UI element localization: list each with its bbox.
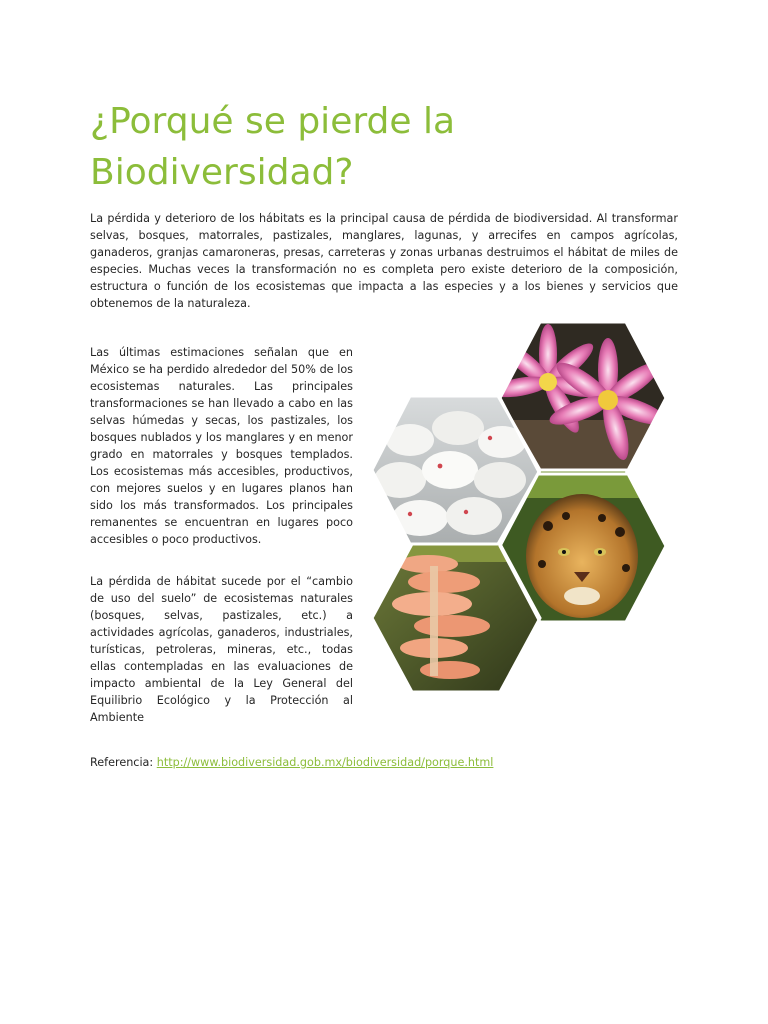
- intro-paragraph: La pérdida y deterioro de los hábitats es la principal causa de pérdida de biodiversidad. Al transformar selvas, bosques, matorrales, pastizales, manglares, lagunas, y arrecifes en campos agrícolas, ganaderos, granjas camaroneras, presas, carreteras y zonas urbanas destruimos el hábitat de miles de especies. Muchas veces la transformación no es completa pero existe deterioro de la composición, estructura o función de los ecosistemas que impacta a las especies y a los bienes y servicios que obtenemos de la naturaleza.: [90, 212, 678, 310]
- reference-link[interactable]: http://www.biodiversidad.gob.mx/biodiversidad/porque.html: [156, 756, 494, 769]
- reference-line: [90, 754, 690, 771]
- title-line-2: Biodiversidad?: [90, 152, 354, 193]
- land-use-paragraph: La pérdida de hábitat sucede por el “cambio de uso del suelo” de ecosistemas naturales (bosques, selvas, pastizales, etc.) a actividades agrícolas, ganaderos, industriales, turísticas, petroleras, mineras, etc., todas ellas contempladas en las evaluaciones de impacto ambiental de la Ley General del Equilibrio Ecológico y la Protección al Ambiente: [90, 575, 353, 724]
- ecosystem-loss-paragraph: Las últimas estimaciones señalan que en México se ha perdido alrededor del 50% de los ecosistemas naturales. Las principales transformaciones se han llevado a cabo en las selvas húmedas y secas, los pastizales, los bosques nublados y los manglares y en menor grado en matorrales y bosques templados. Los ecosistemas más accesibles, productivos, con mejores suelos y en lugares planos han sido los más transformados. Los principales remanentes se encuentran en lugares poco accesibles o poco productivos.: [90, 346, 353, 546]
- page-title: [90, 96, 690, 198]
- reference-label: Referencia:: [90, 756, 154, 769]
- title-line-1: ¿Porqué se pierde la: [90, 101, 456, 142]
- hexagon-photo-collage: [370, 320, 670, 700]
